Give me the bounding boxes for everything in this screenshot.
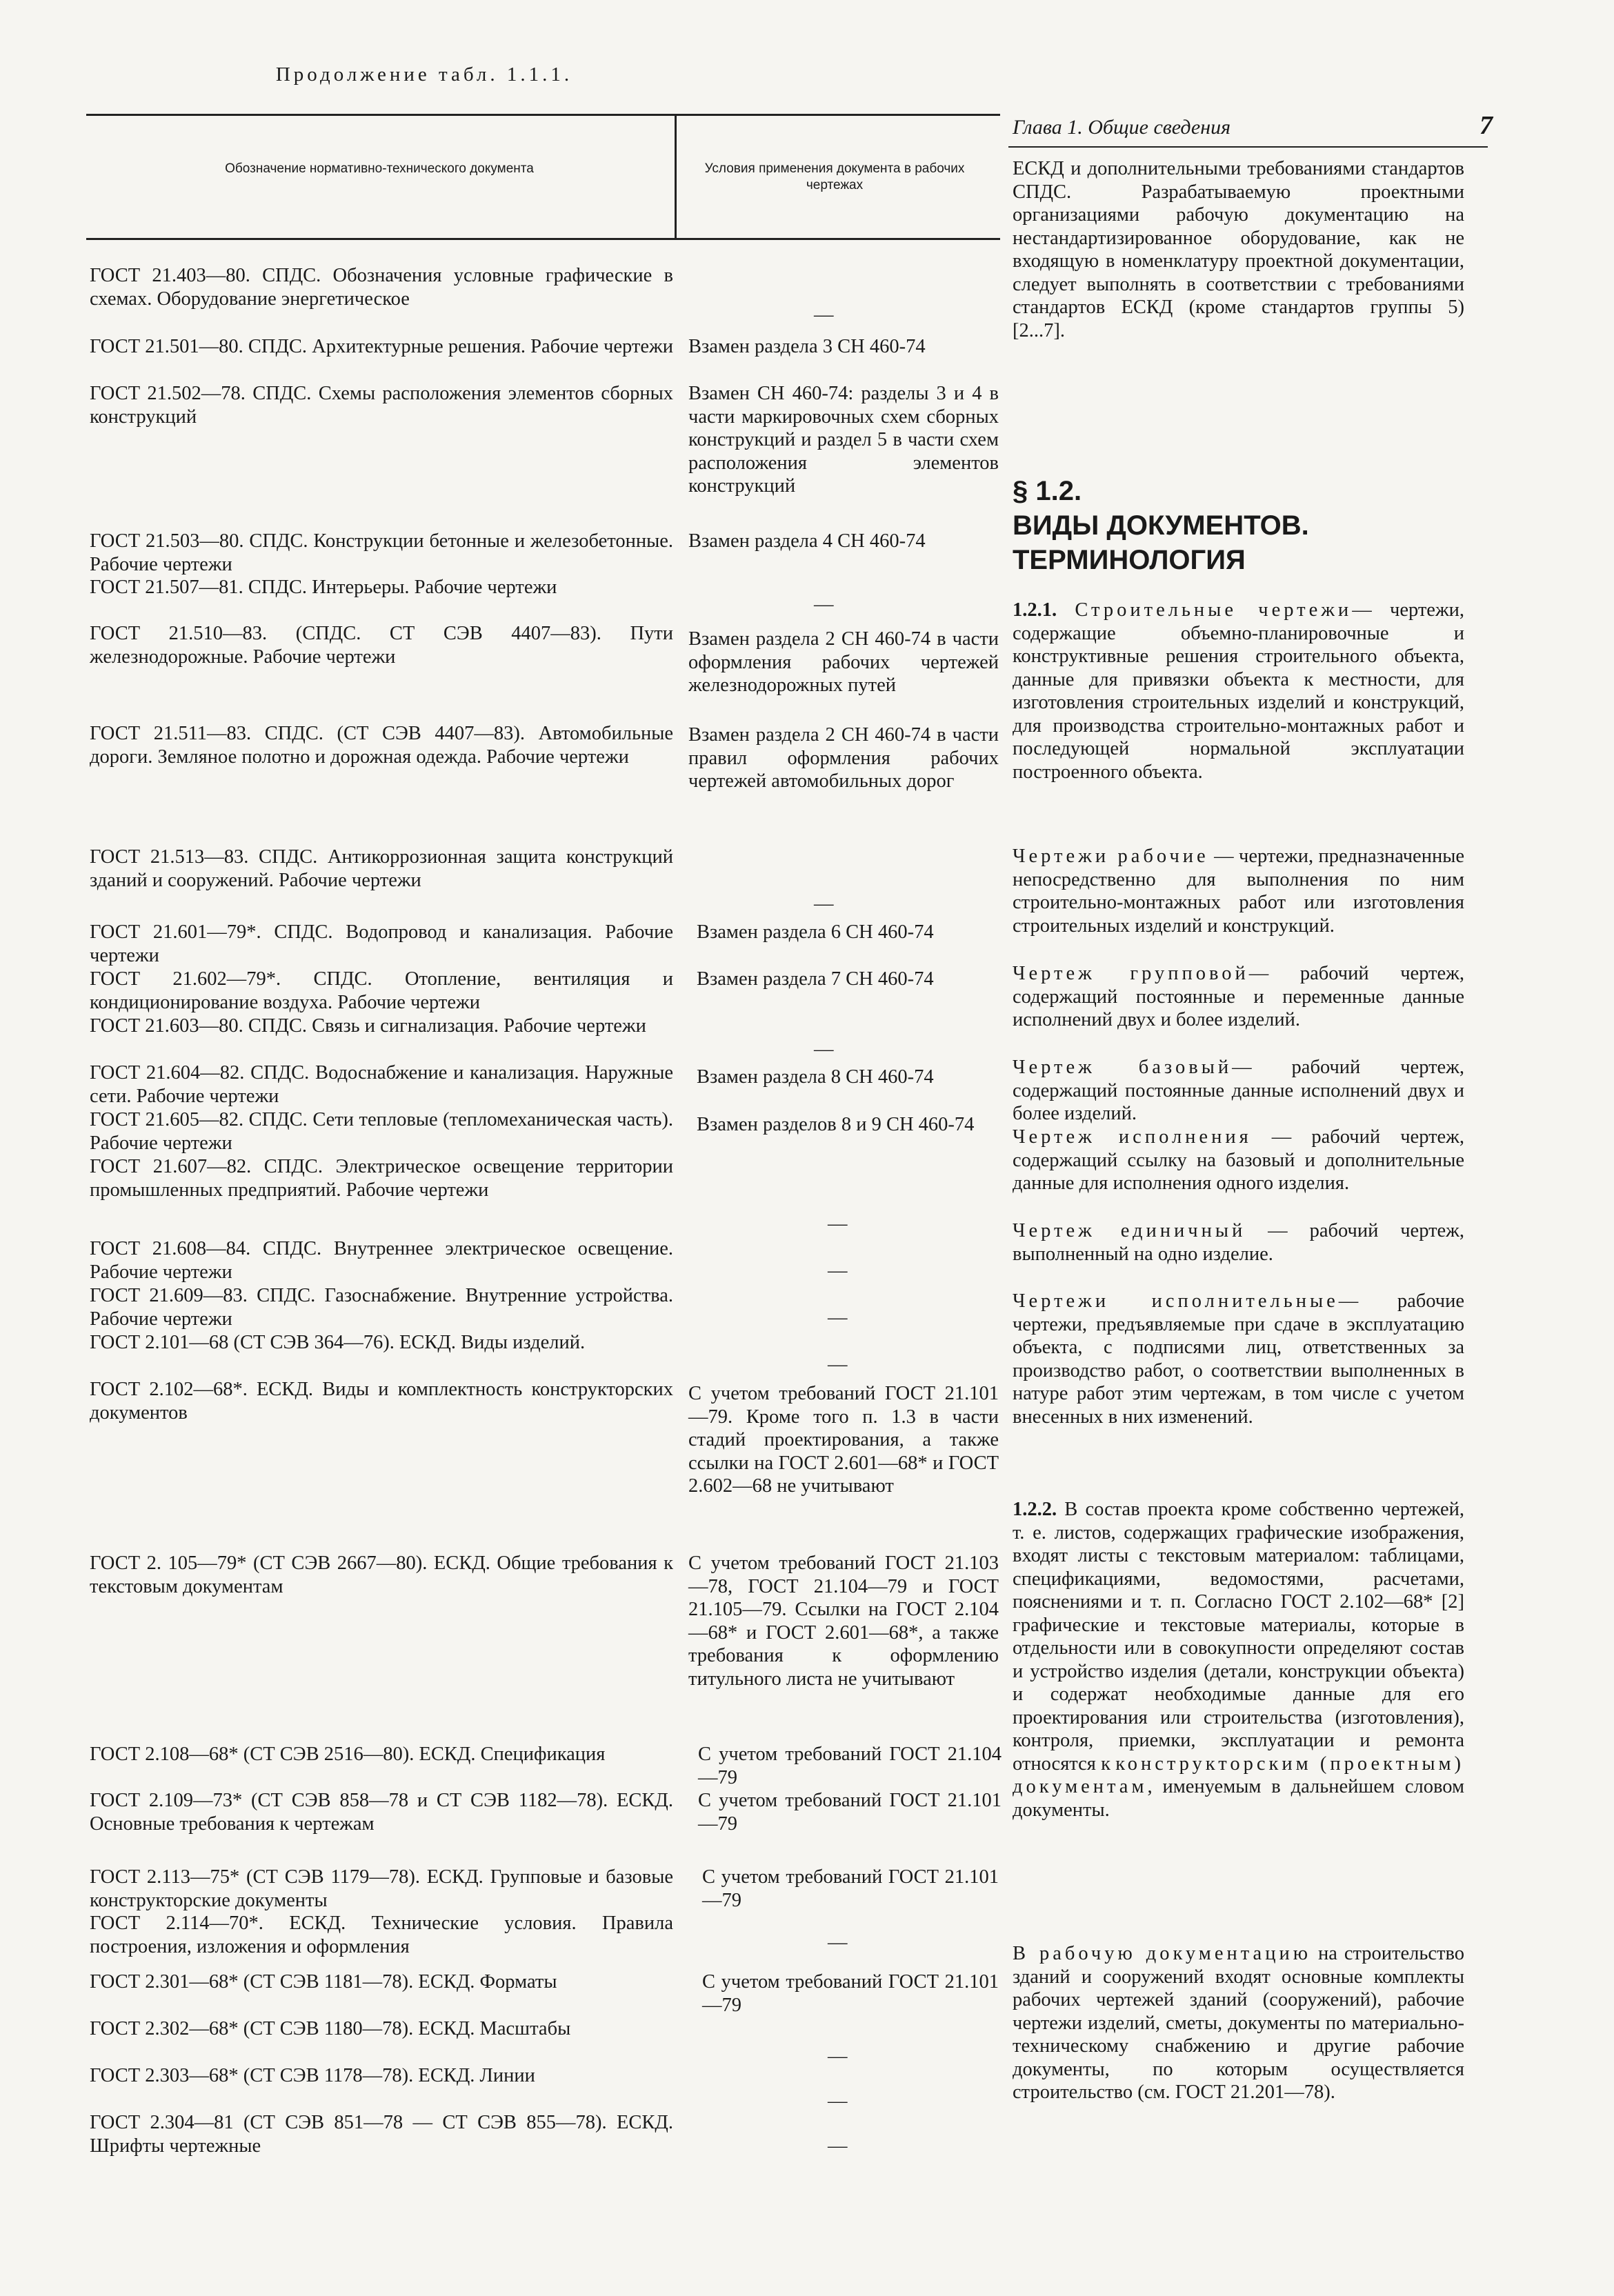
table-row-doc: ГОСТ 21.607—82. СПДС. Электрическое освещение территории промышленных предприятий. Рабочие чертежи — [90, 1156, 673, 1201]
section-title-line1: ВИДЫ ДОКУМЕНТОВ. — [1013, 510, 1309, 541]
term: Строительные чертежи — [1075, 599, 1353, 621]
definition-working-drawings — [1013, 845, 1464, 937]
table-row-doc: ГОСТ 2.109—73* (СТ СЭВ 858—78 и СТ СЭВ 1182—78). ЕСКД. Основные требования к чертежам — [90, 1790, 673, 1835]
definition: — рабочий чертеж, содержащий ссылку на базовый и дополнительные данные для исполнения одного изделия. — [1013, 1126, 1465, 1194]
table-row-doc: ГОСТ 2.304—81 (СТ СЭВ 851—78 — СТ СЭВ 855—78). ЕСКД. Шрифты чертежные — [90, 2112, 673, 2157]
definition-as-built-drawings — [1013, 1290, 1464, 1428]
table-row-cond: Взамен СН 460-74: разделы 3 и 4 в части маркировочных схем сборных конструкций и раздел 5 в части схем расположения элементов конструкций — [688, 383, 999, 497]
table-row-cond: С учетом требований ГОСТ 21.104—79 — [698, 1744, 1002, 1788]
definition: — рабочие чертежи, предъявляемые при сдаче в эксплуатацию объекта, с подписями лиц, ответственных за производство работ, о соответствии выполненных в натуре работ этим чертежам, в том числе с учетом внесенных в них изменений. — [1013, 1290, 1464, 1428]
definition: — чертежи, предназначенные непосредственно для выполнения по ним строительно-монтажных работ или изготовления строительных изделий и конструкций. — [1013, 846, 1464, 937]
table-row-cond: Взамен разделов 8 и 9 СН 460-74 — [697, 1114, 975, 1135]
table-row-doc: ГОСТ 2.101—68 (СТ СЭВ 364—76). ЕСКД. Виды изделий. — [90, 1332, 586, 1353]
table-row-doc: ГОСТ 2.102—68*. ЕСКД. Виды и комплектность конструкторских документов — [90, 1379, 673, 1424]
table-row-cond: — — [828, 1213, 848, 1235]
paragraph-text: В состав проекта кроме собственно чертежей, т. е. листов, содержащих графические изображения, входят листы с текстовым материалом: таблицами, спецификациями, ведомостями, расчетами, пояснениями и т. п. Согласно ГОСТ 2.102—68* [2] графические и текстовые материалы, которые в отдельности или в совокупности определяют состав и устройство изделия (детали, конструкции объекта) и содержат необходимые данные для его проектирования или строительства (изготовления), контроля, приемки, эксплуатации и ремонта относятся к — [1013, 1499, 1464, 1775]
term: В рабочую документацию — [1013, 1943, 1311, 1964]
table-row-cond: Взамен раздела 2 СН 460-74 в части правил оформления рабочих чертежей автомобильных дорог — [688, 724, 999, 792]
table-row-doc: ГОСТ 2.301—68* (СТ СЭВ 1181—78). ЕСКД. Форматы — [90, 1971, 557, 1993]
paragraph-text: на строительство зданий и сооружений входят основные комплекты рабочих чертежей зданий (сооружений), рабочие чертежи изделий, сметы, документы по материально-техническому снабжению и другие рабочие документы, по которым осуществляется строительство (см. ГОСТ 21.201—78). — [1013, 1943, 1464, 2103]
table-row-doc: ГОСТ 21.604—82. СПДС. Водоснабжение и канализация. Наружные сети. Рабочие чертежи — [90, 1062, 673, 1107]
table-row-doc: ГОСТ 21.609—83. СПДС. Газоснабжение. Внутренние устройства. Рабочие чертежи — [90, 1285, 673, 1330]
table-row-cond: — — [814, 1039, 834, 1060]
table-row-doc: ГОСТ 21.507—81. СПДС. Интерьеры. Рабочие чертежи — [90, 577, 557, 598]
table-row-cond: — — [828, 1354, 848, 1375]
table-row-cond: — — [828, 2090, 848, 2112]
table-row-doc: ГОСТ 2.113—75* (СТ СЭВ 1179—78). ЕСКД. Групповые и базовые конструкторские документы — [90, 1866, 673, 1911]
col2-header: Условия применения документа в рабочих чертежах — [704, 161, 965, 192]
table-row-cond: С учетом требований ГОСТ 21.101—79 — [698, 1790, 1002, 1835]
table-row-cond: — — [828, 2135, 848, 2157]
clause-number: 1.2.2. — [1013, 1499, 1057, 1520]
definition: — рабочий чертеж, выполненный на одно изделие. — [1013, 1220, 1465, 1265]
table-row-cond: Взамен раздела 6 СН 460-74 — [697, 921, 934, 943]
table-row-doc: ГОСТ 21.601—79*. СПДС. Водопровод и канализация. Рабочие чертежи — [90, 921, 673, 966]
table-row-cond: Взамен раздела 4 СН 460-74 — [688, 530, 926, 552]
table-row-cond: — — [828, 1307, 848, 1328]
table-row-cond: С учетом требований ГОСТ 21.103—78, ГОСТ 21.104—79 и ГОСТ 21.105—79. Ссылки на ГОСТ 2.104—68* и ГОСТ 2.601—68*, а также требования к оформлению титульного листа не учитывают — [688, 1553, 999, 1690]
term: Чертежи рабочие — [1013, 846, 1209, 867]
definition-group-drawing — [1013, 962, 1464, 1032]
term: Чертеж групповой — [1013, 963, 1249, 984]
section-number: § 1.2. — [1013, 476, 1082, 506]
running-head-rule — [1008, 146, 1488, 148]
clause-number: 1.2.1. — [1013, 599, 1057, 621]
table-header-rule — [86, 238, 1000, 240]
table-row-doc: ГОСТ 21.603—80. СПДС. Связь и сигнализация. Рабочие чертежи — [90, 1015, 646, 1037]
table-row-doc: ГОСТ 21.513—83. СПДС. Антикоррозионная защита конструкций зданий и сооружений. Рабочие чертежи — [90, 846, 673, 891]
table-row-doc: ГОСТ 2.108—68* (СТ СЭВ 2516—80). ЕСКД. Спецификация — [90, 1744, 606, 1765]
table-row-doc: ГОСТ 21.602—79*. СПДС. Отопление, вентиляция и кондиционирование воздуха. Рабочие чертежи — [90, 968, 673, 1013]
paragraph-working-documentation — [1013, 1942, 1464, 2104]
table-row-cond: — — [814, 893, 834, 915]
definition-version-drawing — [1013, 1126, 1464, 1195]
table-row-cond: — — [814, 594, 834, 615]
paragraph-project-composition — [1013, 1498, 1464, 1821]
definition: — рабочий чертеж, содержащий постоянные данные исполнений двух и более изделий. — [1013, 1057, 1464, 1124]
page-number: 7 — [1480, 111, 1493, 140]
table-row-doc: ГОСТ 2.302—68* (СТ СЭВ 1180—78). ЕСКД. Масштабы — [90, 2018, 571, 2039]
definition-construction-drawings — [1013, 599, 1464, 783]
term: Чертеж единичный — [1013, 1220, 1246, 1241]
intro-paragraph: ЕСКД и дополнительными требованиями стандартов СПДС. Разрабатываемую проектными организациями рабочую документацию на нестандартизированное оборудование, как не входящую в номенклатуру проектной документации, следует выполнять в соответствии с требованиями стандартов ЕСКД (кроме стандартов группы 5) [2...7]. — [1013, 158, 1464, 341]
table-row-doc: ГОСТ 2. 105—79* (СТ СЭВ 2667—80). ЕСКД. Общие требования к текстовым документам — [90, 1553, 673, 1597]
table-row-doc: ГОСТ 21.511—83. СПДС. (СТ СЭВ 4407—83). Автомобильные дороги. Земляное полотно и дорожная одежда. Рабочие чертежи — [90, 723, 673, 768]
section-title-line2: ТЕРМИНОЛОГИЯ — [1013, 545, 1246, 575]
table-row-cond: — — [814, 304, 834, 326]
table-row-cond: Взамен раздела 8 СН 460-74 — [697, 1066, 934, 1088]
definition-base-drawing — [1013, 1056, 1464, 1126]
table-caption: Продолжение табл. 1.1.1. — [275, 63, 573, 86]
term: Чертежи исполнительные — [1013, 1290, 1339, 1312]
definition: — рабочий чертеж, содержащий постоянные и переменные данные исполнений двух и более изделий. — [1013, 963, 1464, 1030]
table-row-doc: ГОСТ 21.501—80. СПДС. Архитектурные решения. Рабочие чертежи — [90, 336, 673, 357]
definition: — чертежи, содержащие объемно-планировочные и конструктивные решения строительного объекта, данные для привязки объекта к местности, для изготовления строительных изделий и конструкций, для производства строительно-монтажных работ и последующей нормальной эксплуатации построенного объекта. — [1013, 599, 1465, 783]
table-row-doc: ГОСТ 21.502—78. СПДС. Схемы расположения элементов сборных конструкций — [90, 383, 673, 428]
definition-single-drawing — [1013, 1219, 1464, 1266]
table-row-doc: ГОСТ 21.510—83. (СПДС. СТ СЭВ 4407—83). Пути железнодорожные. Рабочие чертежи — [90, 623, 673, 668]
col1-header: Обозначение нормативно-технического документа — [225, 161, 534, 176]
table-row-doc: ГОСТ 21.608—84. СПДС. Внутреннее электрическое освещение. Рабочие чертежи — [90, 1238, 673, 1283]
table-row-cond: С учетом требований ГОСТ 21.101—79. Кроме того п. 1.3 в части стадий проектирования, а также ссылки на ГОСТ 2.601—68* и ГОСТ 2.602—68 не учитывают — [688, 1383, 999, 1497]
table-row-doc: ГОСТ 2.303—68* (СТ СЭВ 1178—78). ЕСКД. Линии — [90, 2065, 535, 2086]
term: Чертеж исполнения — [1013, 1126, 1252, 1148]
table-top-rule — [86, 114, 1000, 116]
table-row-cond: — — [828, 1260, 848, 1281]
table-row-cond: — — [828, 1932, 848, 1953]
running-head-chapter: Глава 1. Общие сведения — [1013, 116, 1231, 139]
table-row-doc: ГОСТ 2.114—70*. ЕСКД. Технические условия. Правила построения, изложения и оформления — [90, 1913, 673, 1957]
table-row-cond: С учетом требований ГОСТ 21.101—79 — [702, 1866, 999, 1911]
table-row-cond: Взамен раздела 7 СН 460-74 — [697, 968, 934, 990]
table-row-doc: ГОСТ 21.605—82. СПДС. Сети тепловые (тепломеханическая часть). Рабочие чертежи — [90, 1109, 673, 1154]
table-row-cond: — — [828, 2046, 848, 2067]
table-column-divider — [675, 114, 677, 238]
table-row-doc: ГОСТ 21.403—80. СПДС. Обозначения условные графические в схемах. Оборудование энергетическое — [90, 265, 673, 310]
term: Чертеж базовый — [1013, 1057, 1233, 1078]
table-row-cond: Взамен раздела 2 СН 460-74 в части оформления рабочих чертежей железнодорожных путей — [688, 628, 999, 696]
table-row-cond: С учетом требований ГОСТ 21.101—79 — [702, 1971, 999, 2016]
table-row-cond: Взамен раздела 3 СН 460-74 — [688, 336, 926, 357]
table-row-doc: ГОСТ 21.503—80. СПДС. Конструкции бетонные и железобетонные. Рабочие чертежи — [90, 530, 673, 575]
term: конструкторским (проектным) документам — [1013, 1753, 1464, 1797]
paragraph-text: , именуемым в дальнейшем словом документы. — [1013, 1776, 1464, 1821]
